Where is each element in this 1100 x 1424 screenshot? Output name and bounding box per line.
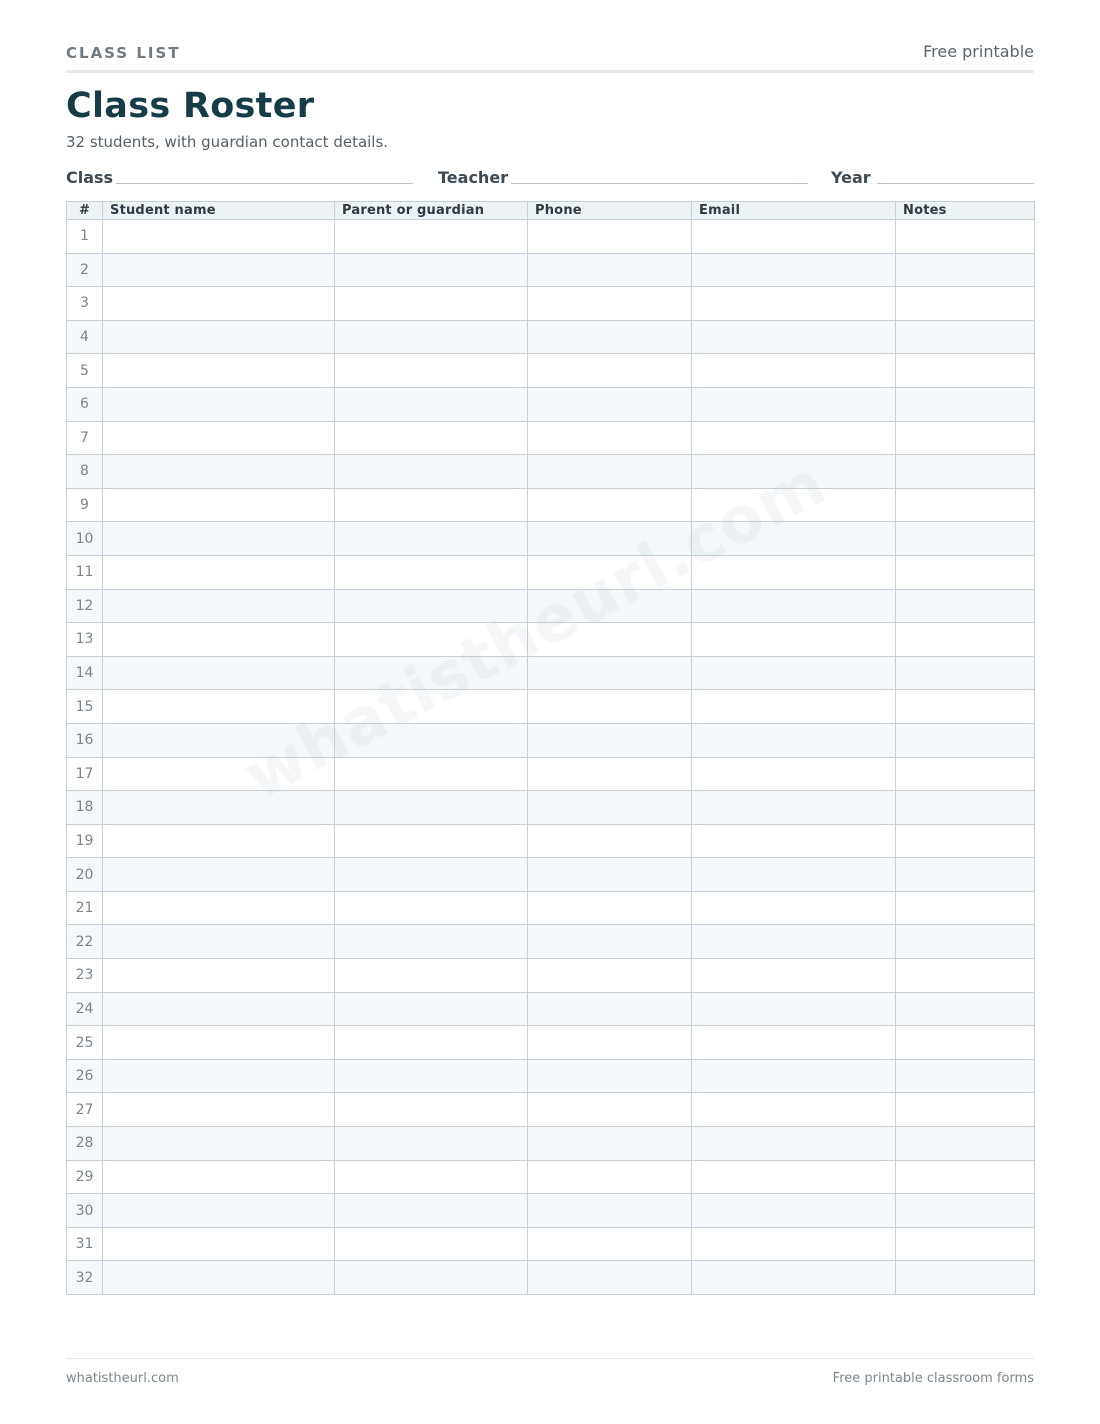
notes-cell[interactable] — [896, 1093, 1035, 1127]
table-row — [67, 253, 1035, 287]
phone-cell[interactable] — [528, 522, 692, 556]
student-name-cell[interactable] — [103, 1261, 335, 1295]
table-row — [67, 858, 1035, 892]
row-number: 1 — [67, 220, 103, 254]
notes-cell[interactable] — [896, 555, 1035, 589]
email-cell[interactable] — [692, 959, 896, 993]
phone-cell[interactable] — [528, 421, 692, 455]
notes-cell[interactable] — [896, 455, 1035, 489]
parent-guardian-cell[interactable] — [335, 253, 528, 287]
row-number: 23 — [67, 959, 103, 993]
email-cell[interactable] — [692, 992, 896, 1026]
watermark: whatistheurl.com — [232, 446, 838, 815]
table-row — [67, 925, 1035, 959]
email-cell[interactable] — [692, 287, 896, 321]
student-name-cell[interactable] — [103, 1093, 335, 1127]
student-name-cell[interactable] — [103, 421, 335, 455]
student-name-cell[interactable] — [103, 891, 335, 925]
header-right-label: Free printable — [923, 42, 1034, 61]
row-number: 24 — [67, 992, 103, 1026]
parent-guardian-cell[interactable] — [335, 1026, 528, 1060]
table-row — [67, 824, 1035, 858]
notes-cell[interactable] — [896, 959, 1035, 993]
page-subtitle: 32 students, with guardian contact details. — [66, 133, 389, 151]
student-name-cell[interactable] — [103, 1026, 335, 1060]
header-bar — [66, 40, 1034, 73]
parent-guardian-cell[interactable] — [335, 824, 528, 858]
phone-cell[interactable] — [528, 925, 692, 959]
email-cell[interactable] — [692, 1261, 896, 1295]
row-number: 16 — [67, 723, 103, 757]
parent-guardian-cell[interactable] — [335, 287, 528, 321]
phone-cell[interactable] — [528, 488, 692, 522]
table-row — [67, 287, 1035, 321]
notes-cell[interactable] — [896, 623, 1035, 657]
student-name-cell[interactable] — [103, 253, 335, 287]
email-cell[interactable] — [692, 791, 896, 825]
column-header-email: Email — [692, 202, 896, 220]
row-number: 26 — [67, 1059, 103, 1093]
row-number: 7 — [67, 421, 103, 455]
phone-cell[interactable] — [528, 791, 692, 825]
table-row — [67, 1127, 1035, 1161]
column-header-number: # — [67, 202, 103, 220]
row-number: 30 — [67, 1194, 103, 1228]
student-name-cell[interactable] — [103, 555, 335, 589]
table-row — [67, 690, 1035, 724]
notes-cell[interactable] — [896, 1127, 1035, 1161]
phone-cell[interactable] — [528, 959, 692, 993]
email-cell[interactable] — [692, 824, 896, 858]
email-cell[interactable] — [692, 354, 896, 388]
phone-cell[interactable] — [528, 1127, 692, 1161]
row-number: 5 — [67, 354, 103, 388]
parent-guardian-cell[interactable] — [335, 757, 528, 791]
table-row — [67, 1261, 1035, 1295]
row-number: 20 — [67, 858, 103, 892]
class-line — [116, 183, 413, 184]
year-field — [831, 168, 1034, 188]
parent-guardian-cell[interactable] — [335, 522, 528, 556]
table-row — [67, 757, 1035, 791]
student-name-cell[interactable] — [103, 287, 335, 321]
table-row — [67, 220, 1035, 254]
student-name-cell[interactable] — [103, 791, 335, 825]
phone-cell[interactable] — [528, 387, 692, 421]
parent-guardian-cell[interactable] — [335, 1127, 528, 1161]
parent-guardian-cell[interactable] — [335, 858, 528, 892]
email-cell[interactable] — [692, 1227, 896, 1261]
parent-guardian-cell[interactable] — [335, 1059, 528, 1093]
row-number: 2 — [67, 253, 103, 287]
footer-tagline: Free printable classroom forms — [832, 1371, 1034, 1386]
notes-cell[interactable] — [896, 1026, 1035, 1060]
roster-table — [66, 201, 1035, 1295]
table-row — [67, 354, 1035, 388]
notes-cell[interactable] — [896, 1194, 1035, 1228]
phone-cell[interactable] — [528, 253, 692, 287]
teacher-field — [438, 168, 808, 188]
notes-cell[interactable] — [896, 1059, 1035, 1093]
email-cell[interactable] — [692, 1127, 896, 1161]
notes-cell[interactable] — [896, 1227, 1035, 1261]
email-cell[interactable] — [692, 1093, 896, 1127]
footer-site: whatistheurl.com — [66, 1371, 179, 1386]
notes-cell[interactable] — [896, 791, 1035, 825]
notes-cell[interactable] — [896, 522, 1035, 556]
student-name-cell[interactable] — [103, 320, 335, 354]
student-name-cell[interactable] — [103, 1127, 335, 1161]
notes-cell[interactable] — [896, 992, 1035, 1026]
student-name-cell[interactable] — [103, 220, 335, 254]
student-name-cell[interactable] — [103, 824, 335, 858]
table-row — [67, 522, 1035, 556]
student-name-cell[interactable] — [103, 1194, 335, 1228]
email-cell[interactable] — [692, 455, 896, 489]
notes-cell[interactable] — [896, 723, 1035, 757]
parent-guardian-cell[interactable] — [335, 1261, 528, 1295]
notes-cell[interactable] — [896, 757, 1035, 791]
class-field — [66, 168, 413, 188]
parent-guardian-cell[interactable] — [335, 421, 528, 455]
table-row — [67, 656, 1035, 690]
row-number: 13 — [67, 623, 103, 657]
email-cell[interactable] — [692, 623, 896, 657]
student-name-cell[interactable] — [103, 656, 335, 690]
student-name-cell[interactable] — [103, 1227, 335, 1261]
row-number: 11 — [67, 555, 103, 589]
table-row — [67, 589, 1035, 623]
table-row — [67, 1227, 1035, 1261]
email-cell[interactable] — [692, 690, 896, 724]
table-row — [67, 320, 1035, 354]
email-cell[interactable] — [692, 522, 896, 556]
row-number: 6 — [67, 387, 103, 421]
phone-cell[interactable] — [528, 656, 692, 690]
row-number: 9 — [67, 488, 103, 522]
student-name-cell[interactable] — [103, 387, 335, 421]
parent-guardian-cell[interactable] — [335, 992, 528, 1026]
row-number: 19 — [67, 824, 103, 858]
email-cell[interactable] — [692, 488, 896, 522]
table-header-row — [67, 202, 1035, 220]
parent-guardian-cell[interactable] — [335, 589, 528, 623]
notes-cell[interactable] — [896, 488, 1035, 522]
notes-cell[interactable] — [896, 690, 1035, 724]
parent-guardian-cell[interactable] — [335, 354, 528, 388]
row-number: 15 — [67, 690, 103, 724]
email-cell[interactable] — [692, 1026, 896, 1060]
parent-guardian-cell[interactable] — [335, 723, 528, 757]
table-row — [67, 387, 1035, 421]
class-label: Class — [66, 168, 114, 187]
phone-cell[interactable] — [528, 757, 692, 791]
student-name-cell[interactable] — [103, 723, 335, 757]
student-name-cell[interactable] — [103, 1059, 335, 1093]
student-name-cell[interactable] — [103, 455, 335, 489]
phone-cell[interactable] — [528, 354, 692, 388]
parent-guardian-cell[interactable] — [335, 891, 528, 925]
column-header-student-name: Student name — [103, 202, 335, 220]
phone-cell[interactable] — [528, 623, 692, 657]
phone-cell[interactable] — [528, 555, 692, 589]
row-number: 27 — [67, 1093, 103, 1127]
phone-cell[interactable] — [528, 1261, 692, 1295]
row-number: 18 — [67, 791, 103, 825]
student-name-cell[interactable] — [103, 1160, 335, 1194]
row-number: 10 — [67, 522, 103, 556]
footer-divider — [66, 1358, 1034, 1359]
student-name-cell[interactable] — [103, 992, 335, 1026]
parent-guardian-cell[interactable] — [335, 656, 528, 690]
parent-guardian-cell[interactable] — [335, 959, 528, 993]
notes-cell[interactable] — [896, 925, 1035, 959]
notes-cell[interactable] — [896, 656, 1035, 690]
phone-cell[interactable] — [528, 589, 692, 623]
row-number: 4 — [67, 320, 103, 354]
email-cell[interactable] — [692, 320, 896, 354]
row-number: 21 — [67, 891, 103, 925]
table-row — [67, 992, 1035, 1026]
parent-guardian-cell[interactable] — [335, 455, 528, 489]
parent-guardian-cell[interactable] — [335, 925, 528, 959]
column-header-phone: Phone — [528, 202, 692, 220]
notes-cell[interactable] — [896, 1261, 1035, 1295]
notes-cell[interactable] — [896, 253, 1035, 287]
phone-cell[interactable] — [528, 891, 692, 925]
email-cell[interactable] — [692, 421, 896, 455]
table-row — [67, 1059, 1035, 1093]
student-name-cell[interactable] — [103, 354, 335, 388]
row-number: 29 — [67, 1160, 103, 1194]
student-name-cell[interactable] — [103, 925, 335, 959]
page-title: Class Roster — [66, 86, 315, 126]
column-header-parent-guardian: Parent or guardian — [335, 202, 528, 220]
notes-cell[interactable] — [896, 421, 1035, 455]
student-name-cell[interactable] — [103, 959, 335, 993]
parent-guardian-cell[interactable] — [335, 387, 528, 421]
phone-cell[interactable] — [528, 1227, 692, 1261]
row-number: 14 — [67, 656, 103, 690]
notes-cell[interactable] — [896, 354, 1035, 388]
notes-cell[interactable] — [896, 589, 1035, 623]
phone-cell[interactable] — [528, 723, 692, 757]
phone-cell[interactable] — [528, 1059, 692, 1093]
email-cell[interactable] — [692, 220, 896, 254]
notes-cell[interactable] — [896, 858, 1035, 892]
student-name-cell[interactable] — [103, 623, 335, 657]
notes-cell[interactable] — [896, 824, 1035, 858]
email-cell[interactable] — [692, 253, 896, 287]
student-name-cell[interactable] — [103, 522, 335, 556]
table-row — [67, 1026, 1035, 1060]
parent-guardian-cell[interactable] — [335, 1194, 528, 1228]
row-number: 31 — [67, 1227, 103, 1261]
notes-cell[interactable] — [896, 320, 1035, 354]
teacher-line — [511, 183, 808, 184]
email-cell[interactable] — [692, 656, 896, 690]
table-row — [67, 488, 1035, 522]
row-number: 17 — [67, 757, 103, 791]
row-number: 3 — [67, 287, 103, 321]
email-cell[interactable] — [692, 1059, 896, 1093]
notes-cell[interactable] — [896, 220, 1035, 254]
table-row — [67, 623, 1035, 657]
year-line — [877, 183, 1034, 184]
student-name-cell[interactable] — [103, 488, 335, 522]
email-cell[interactable] — [692, 858, 896, 892]
parent-guardian-cell[interactable] — [335, 623, 528, 657]
notes-cell[interactable] — [896, 387, 1035, 421]
table-row — [67, 723, 1035, 757]
parent-guardian-cell[interactable] — [335, 488, 528, 522]
email-cell[interactable] — [692, 555, 896, 589]
email-cell[interactable] — [692, 891, 896, 925]
parent-guardian-cell[interactable] — [335, 690, 528, 724]
parent-guardian-cell[interactable] — [335, 1160, 528, 1194]
row-number: 22 — [67, 925, 103, 959]
phone-cell[interactable] — [528, 1160, 692, 1194]
row-number: 28 — [67, 1127, 103, 1161]
email-cell[interactable] — [692, 589, 896, 623]
email-cell[interactable] — [692, 1194, 896, 1228]
table-row — [67, 791, 1035, 825]
row-number: 8 — [67, 455, 103, 489]
phone-cell[interactable] — [528, 992, 692, 1026]
student-name-cell[interactable] — [103, 858, 335, 892]
phone-cell[interactable] — [528, 1194, 692, 1228]
table-row — [67, 1160, 1035, 1194]
phone-cell[interactable] — [528, 1093, 692, 1127]
table-row — [67, 1194, 1035, 1228]
table-row — [67, 421, 1035, 455]
notes-cell[interactable] — [896, 287, 1035, 321]
table-row — [67, 891, 1035, 925]
table-row — [67, 1093, 1035, 1127]
parent-guardian-cell[interactable] — [335, 555, 528, 589]
student-name-cell[interactable] — [103, 589, 335, 623]
student-name-cell[interactable] — [103, 690, 335, 724]
notes-cell[interactable] — [896, 891, 1035, 925]
email-cell[interactable] — [692, 757, 896, 791]
column-header-notes: Notes — [896, 202, 1035, 220]
phone-cell[interactable] — [528, 287, 692, 321]
parent-guardian-cell[interactable] — [335, 791, 528, 825]
email-cell[interactable] — [692, 1160, 896, 1194]
parent-guardian-cell[interactable] — [335, 220, 528, 254]
phone-cell[interactable] — [528, 690, 692, 724]
phone-cell[interactable] — [528, 858, 692, 892]
parent-guardian-cell[interactable] — [335, 1093, 528, 1127]
table-row — [67, 455, 1035, 489]
email-cell[interactable] — [692, 723, 896, 757]
table-row — [67, 959, 1035, 993]
row-number: 32 — [67, 1261, 103, 1295]
notes-cell[interactable] — [896, 1160, 1035, 1194]
phone-cell[interactable] — [528, 320, 692, 354]
row-number: 25 — [67, 1026, 103, 1060]
table-row — [67, 555, 1035, 589]
phone-cell[interactable] — [528, 824, 692, 858]
teacher-label: Teacher — [438, 168, 509, 187]
year-label: Year — [831, 168, 871, 187]
phone-cell[interactable] — [528, 1026, 692, 1060]
parent-guardian-cell[interactable] — [335, 320, 528, 354]
phone-cell[interactable] — [528, 220, 692, 254]
parent-guardian-cell[interactable] — [335, 1227, 528, 1261]
section-kicker: CLASS LIST — [66, 44, 181, 62]
row-number: 12 — [67, 589, 103, 623]
student-name-cell[interactable] — [103, 757, 335, 791]
email-cell[interactable] — [692, 925, 896, 959]
phone-cell[interactable] — [528, 455, 692, 489]
email-cell[interactable] — [692, 387, 896, 421]
